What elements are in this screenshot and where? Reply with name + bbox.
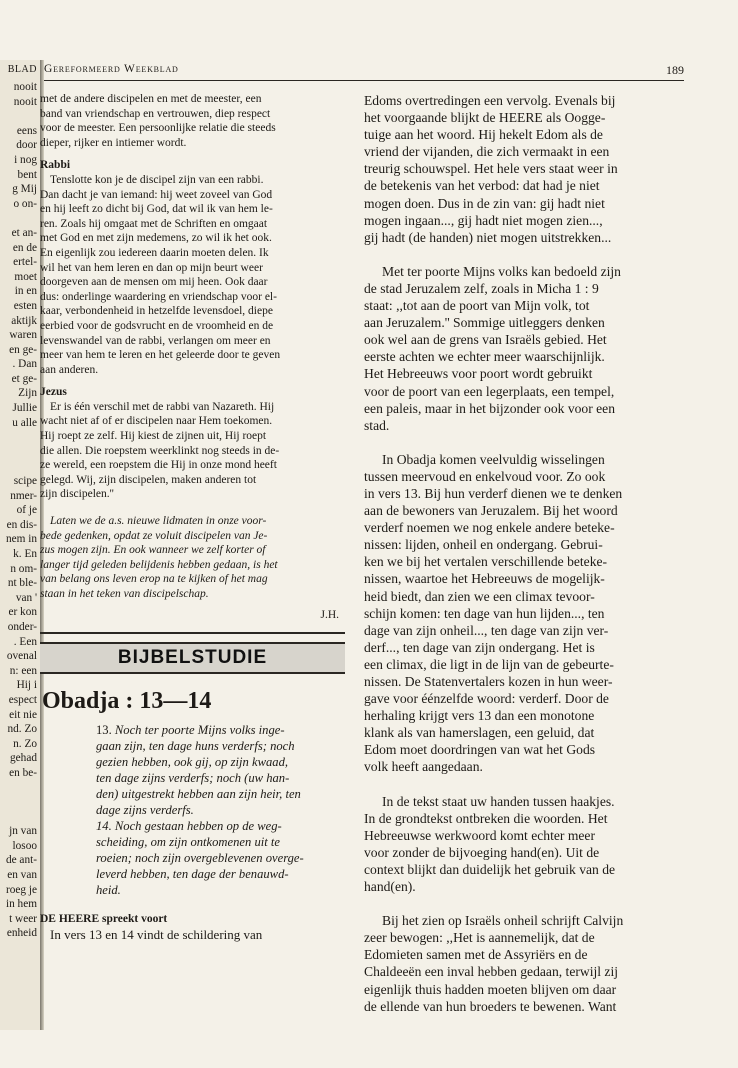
verse-line: heid.: [96, 883, 121, 898]
body-line: eerbied voor de godsvrucht en de vroomheid en de: [40, 319, 274, 332]
main-heading: Obadja : 13—14: [42, 688, 212, 715]
body-line: hand(en).: [364, 879, 416, 895]
body-line: Met ter poorte Mijns volks kan bedoeld zijn: [382, 263, 621, 279]
body-line: bede gedenken, opdat ze voluit discipelen van Je-: [40, 529, 268, 542]
body-line: Edom moet doordringen van wat het Gods: [364, 742, 596, 758]
body-line: zus mogen zijn. En ook wanneer we zelf korter of: [40, 544, 266, 557]
body-line: gij hadt (de handen) niet mogen uitstrekken...: [364, 229, 612, 245]
body-line: nissen, waartoe het Hebreeuws de mogelijk-: [364, 571, 605, 587]
body-line: mogen ingaan..., gij hadt niet mogen zien...,: [364, 212, 603, 228]
previous-page-line: n om-: [10, 562, 37, 575]
right-paragraph: [364, 263, 684, 434]
right-paragraph: [364, 912, 684, 1015]
body-line: eigenlijk thuis hadden moeten blijven om daar: [364, 981, 617, 997]
verse-line: scheiding, om zijn ontkomenen uit te: [96, 835, 280, 850]
previous-page-line: . Een: [13, 635, 37, 648]
body-line: vriend der vijanden, die zich vermaakt in een: [364, 144, 610, 160]
previous-page-line: van ': [15, 591, 37, 604]
body-line: gelegd. Wij, zijn discipelen, maken anderen tot: [40, 473, 257, 486]
previous-page-strip: [0, 60, 42, 1030]
previous-page-line: moet: [14, 270, 37, 283]
verse-line: dage zijns verderfs.: [96, 803, 194, 818]
previous-page-line: de ant-: [5, 854, 37, 867]
verse-line: leverd hebben, ten dage der benauwd-: [96, 867, 289, 882]
previous-page-line: nooit: [13, 95, 37, 108]
previous-page-line: onder-: [7, 620, 37, 633]
previous-page-line: esten: [13, 299, 37, 312]
body-line: nissen: lijden, onheil en ondergang. Gebrui-: [364, 537, 603, 553]
body-line: tuige aan het woord. Hij hekelt Edom als de: [364, 127, 603, 143]
body-line: Edomieten samen met de Assyriërs en de: [364, 947, 588, 963]
previous-page-line: eit nie: [9, 708, 37, 721]
body-line: met de andere discipelen en met de meester, een: [40, 93, 262, 105]
body-line: dage van zijn onheil..., ten dage van zijn ver-: [364, 622, 609, 638]
previous-page-line: et ge-: [11, 372, 37, 385]
previous-page-line: Hij i: [16, 679, 37, 692]
body-line: levenswandel van de rabbi, verlangen om meer en: [40, 334, 271, 347]
body-line: Edoms overtredingen een vervolg. Evenals bij: [364, 93, 616, 108]
previous-page-line: nem in: [5, 533, 37, 546]
previous-page-lines: [0, 80, 40, 941]
previous-page-line: [0, 459, 40, 474]
body-line: ken we bij het vertalen verschillende beteke-: [364, 554, 608, 570]
scripture-quote: [40, 722, 345, 898]
running-header: [44, 60, 684, 81]
previous-page-line: nooit: [13, 81, 37, 93]
right-paragraph: [364, 92, 684, 246]
body-line: gave voor éénzelfde woord: verderf. Door de: [364, 691, 609, 707]
body-line: ze wereld, een roepstem die Hij in onze mond heeft: [40, 459, 277, 472]
previous-page-line: en be-: [9, 766, 37, 779]
previous-page-line: enheid: [6, 927, 37, 940]
body-line: kaar, verbondenheid in hetzelfde levensdoel, diepe: [40, 305, 273, 318]
body-line: mogen doen. Dus in de zin van: gij hadt niet: [364, 195, 605, 211]
previous-page-line: roeg je: [5, 883, 37, 896]
body-line: ook wel aan de grens van Israëls gebied. Het: [364, 332, 607, 348]
body-line: aan Jeruzalem.'' Sommige uitleggers denken: [364, 315, 605, 331]
previous-page-line: espect: [8, 693, 37, 706]
verse-line: gezien hebben, ook gij, op zijn kwaad,: [96, 755, 289, 770]
previous-page-line: en ge-: [9, 343, 37, 356]
body-line: klank als van hamerslagen, een geluid, dat: [364, 725, 595, 741]
rabbi-paragraph: [40, 173, 345, 377]
body-line: de betekenis van het verbod: dat had je niet: [364, 178, 600, 194]
paragraph-gap: [364, 246, 684, 263]
previous-page-line: door: [16, 139, 37, 152]
body-line: nissen. De Statenvertalers kozen in hun weer-: [364, 674, 613, 689]
body-line: Bij het zien op Israëls onheil schrijft Calvijn: [382, 913, 624, 929]
previous-page-line: scipe: [13, 475, 37, 488]
previous-page-line: in en: [14, 285, 37, 298]
body-line: In de tekst staat uw handen tussen haakjes.: [382, 793, 615, 809]
body-line: eerste achten we echter meer waarschijnlijk.: [364, 349, 605, 365]
previous-page-line: [0, 445, 40, 460]
previous-page-line: [0, 109, 40, 124]
previous-page-line: [0, 781, 40, 796]
body-line: Hebreeuwse werkwoord komt echter meer: [364, 827, 595, 843]
body-line: Er is één verschil met de rabbi van Nazareth. Hij: [50, 400, 275, 413]
body-line: ren. Zoals hij omgaat met de Schriften en omgaat: [40, 217, 268, 230]
body-line: met God en met zijn medemens, zo wil ik het ook.: [40, 232, 272, 245]
body-line: Tenslotte kon je de discipel zijn van een rabbi.: [50, 173, 264, 186]
body-line: schijn komen: ten dage van hun lijden..., ten: [364, 605, 605, 621]
previous-page-line: [0, 430, 40, 445]
previous-page-line: nd. Zo: [7, 723, 37, 736]
body-line: zijn discipelen.'': [40, 488, 114, 501]
closing-paragraph: [40, 514, 345, 602]
body-line: Dan dacht je van iemand: hij weet zoveel van God: [40, 188, 273, 201]
body-line: meer van hem te leren en het geleerde door te geven: [40, 349, 281, 362]
right-paragraph: [364, 451, 684, 776]
body-line: een climax, die ligt in de lijn van de gebeurte-: [364, 656, 614, 672]
previous-page-line: nmer-: [10, 489, 37, 502]
body-line: langer tijd geleden belijdenis hebben gedaan, is het: [40, 558, 278, 571]
body-line: van belang ons leven erop na te kijken of het mag: [40, 573, 268, 586]
body-line: aan de bewoners van Jeruzalem. Bij het woord: [364, 503, 618, 519]
body-line: Het Hebreeuws voor poort wordt gebruikt: [364, 366, 593, 382]
body-line: het voorgaande blijkt de HEERE als Ooggе-: [364, 110, 606, 126]
previous-page-line: [0, 810, 40, 825]
body-line: een paleis, maar in het bijzonder ook voor een: [364, 400, 616, 416]
previous-page-line: et an-: [11, 226, 37, 239]
previous-page-line: gehad: [10, 752, 37, 765]
right-column: [364, 92, 684, 1015]
previous-page-line: en dis-: [6, 518, 37, 531]
body-line: wil het van hem leren en dan op mijn beurt weer: [40, 261, 263, 274]
body-line: doorgeven aan de mensen om mij heen. Ook daar: [40, 276, 268, 289]
previous-page-line: k. En: [13, 548, 37, 560]
body-line: heid biedt, dan zien we een climax tevoor-: [364, 588, 595, 604]
verse-line: 14. Noch gestaan hebben op de weg-: [96, 819, 282, 834]
previous-page-line: in hem: [5, 898, 37, 911]
body-line: voor zonder de bijvoeging hand(en). Uit de: [364, 844, 600, 860]
previous-page-line: nt ble-: [7, 577, 37, 590]
previous-page-line: en de: [12, 241, 37, 254]
body-line: treurig schouwspel. Het hele vers staat weer in: [364, 161, 618, 177]
previous-page-line: . Dan: [12, 358, 37, 371]
body-line: en hij leeft zo dicht bij God, dat wil ik van hem le-: [40, 203, 273, 216]
body-line: die allen. Die roepstem weerklinkt nog steeds in de-: [40, 444, 280, 457]
body-line: Chaldeeën een inval hebben gedaan, terwijl zij: [364, 964, 619, 980]
body-line: verderf noemen we nog enkele andere beteke-: [364, 520, 615, 536]
previous-page-line: en van: [7, 869, 37, 882]
paragraph-gap: [364, 434, 684, 451]
body-line: dieper, rijker en intiemer wordt.: [40, 136, 187, 149]
previous-page-line: g Mij: [12, 183, 37, 196]
body-line: herhaling krijgt vers 13 dan een monotone: [364, 708, 595, 724]
body-line: dus: onderlinge waardering en vriendschap voor el-: [40, 290, 277, 303]
previous-page-line: aktijk: [11, 314, 37, 327]
author-signature: J.H.: [320, 608, 339, 621]
body-line: In de grondtekst ontbreken die woorden. Het: [364, 810, 608, 826]
verse-line: gaan zijn, ten dage huns verderfs; noch: [96, 739, 295, 754]
previous-page-line: o on-: [13, 197, 37, 210]
body-line: In Obadja komen veelvuldig wisselingen: [382, 451, 605, 467]
previous-page-line: waren: [9, 329, 37, 342]
previous-page-line: jn van: [9, 825, 37, 838]
sub-heading: DE HEERE spreekt voort: [40, 913, 168, 926]
body-line: de stad Jeruzalem zelf, zoals in Micha 1 : 9: [364, 280, 599, 296]
body-line: in vers 13. Bij hun verderf dienen we te denken: [364, 485, 623, 501]
previous-page-line: Jullie: [12, 402, 37, 415]
verse-line: ten dage zijns verderfs; noch (uw han-: [96, 771, 290, 786]
previous-page-line: n. Zo: [13, 737, 37, 750]
body-line: zeer bewogen: ,,Het is aannemelijk, dat de: [364, 930, 595, 946]
verse-line: [96, 722, 345, 738]
verse-number: 13.: [96, 723, 112, 738]
body-line: voor de meester. Een persoonlijke relatie die steeds: [40, 122, 276, 135]
section-rule: [40, 632, 345, 634]
verse-text: Noch ter poorte Mijns volks inge-: [111, 723, 285, 738]
body-line: staat: ,,tot aan de poort van Mijn volk, tot: [364, 298, 590, 314]
body-line: wacht niet af of er discipelen naar Hem toekomen.: [40, 415, 273, 428]
body-line: tussen meervoud en enkelvoud voor. Zo ook: [364, 468, 606, 484]
body-line: aan anderen.: [40, 363, 99, 376]
body-line: Laten we de a.s. nieuwe lidmaten in onze voor-: [50, 515, 267, 528]
jezus-paragraph: [40, 400, 345, 502]
body-line: volk heeft aangedaan.: [364, 759, 483, 775]
previous-page-line: [0, 211, 40, 226]
body-line: In vers 13 en 14 vindt de schildering van: [50, 926, 263, 942]
left-column: [40, 92, 345, 943]
paragraph-gap: [364, 895, 684, 912]
previous-page-line: n: een: [9, 664, 37, 677]
verse-line: den) uitgestrekt hebben aan zijn heir, ten: [96, 787, 301, 802]
previous-page-line: t weer: [9, 912, 37, 925]
intro-paragraph: [40, 92, 345, 150]
previous-page-line: i nog: [14, 153, 37, 166]
body-line: voor de poort van een legerplaats, een tempel,: [364, 383, 615, 399]
publication-title: Gereformeerd Weekblad: [44, 63, 179, 75]
body-line: stad.: [364, 417, 390, 433]
body-line: En eigenlijk zou iedereen daarin moeten delen. Ik: [40, 246, 269, 259]
body-line: derf..., ten dage van zijn ondergang. Het is: [364, 639, 595, 655]
body-line: de ellende van hun broeders te bewenen. Want: [364, 998, 617, 1014]
previous-page-line: [0, 795, 40, 810]
previous-page-line: Zijn: [18, 387, 37, 400]
previous-page-line: er kon: [8, 606, 37, 619]
page-number: 189: [666, 63, 684, 77]
section-banner: BIJBELSTUDIE: [40, 642, 345, 674]
right-paragraph: [364, 793, 684, 896]
body-line: context blijkt dan duidelijk het gebruik van de: [364, 861, 616, 877]
previous-page-line: ertel-: [13, 256, 37, 269]
rabbi-heading: Rabbi: [40, 159, 71, 172]
previous-page-header: BLAD: [7, 64, 37, 75]
previous-page-line: eens: [16, 124, 37, 137]
verse-line: roeien; noch zijn overgeblevenen overge-: [96, 851, 304, 866]
body-line: staan in het teken van discipelschap.: [40, 588, 209, 600]
body-line: band van vriendschap en vertrouwen, diep respect: [40, 107, 271, 120]
body-line: Hij roept ze zelf. Hij kiest de zijnen uit, Hij roept: [40, 430, 267, 443]
previous-page-line: u alle: [12, 416, 37, 429]
previous-page-line: bent: [17, 168, 37, 181]
previous-page-line: ovenal: [6, 650, 37, 663]
jezus-heading: Jezus: [40, 386, 67, 399]
paragraph-gap: [364, 776, 684, 793]
previous-page-line: of je: [16, 504, 37, 517]
previous-page-line: losoo: [12, 839, 37, 852]
